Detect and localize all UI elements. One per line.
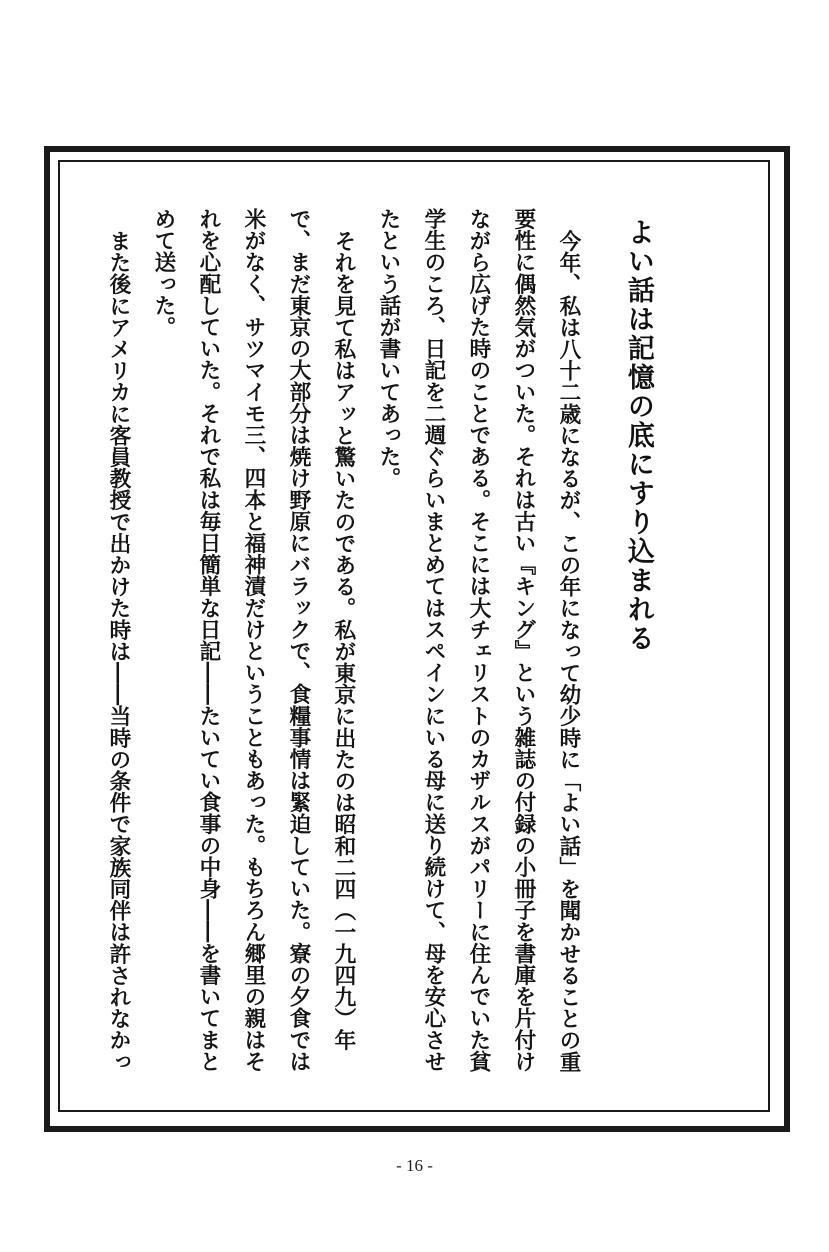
essay-title: よい話は記憶の底にすり込まれる <box>622 218 654 653</box>
essay-body <box>96 208 591 1088</box>
paragraph-3: また後にアメリカに客員教授で出かけた時は――当時の条件で家族同伴は許されなかっ <box>105 229 131 1072</box>
paragraph-2: それを見て私はアッと驚いたのである。私が東京に出たのは昭和二四（一九四九）年で、まだ東京の大部分は焼け野原にバラックで、食糧事情は緊迫していた。寮の夕食では米がなく、サツマイモ三、四本と福神漬だけということもあった。もちろん郷里の親はそれを心配していた。それで私は毎日簡単な日記――たいてい食事の中身――を書いてまとめて送った。 <box>150 208 356 1072</box>
vertical-text-area <box>82 208 674 1088</box>
page-number: - 16 - <box>396 1156 433 1175</box>
vertical-text-flow <box>82 208 674 1088</box>
paragraph-1: 今年、私は八十二歳になるが、この年になって幼少時に「よい話」を聞かせることの重要性に偶然気がついた。それは古い『キング』という雑誌の付録の小冊子を書庫を片付けながら広げた時のことである。そこには大チェリストのカザルスがパリーに住んでいた貧学生のころ、日記を二週ぐらいまとめてはスペインにいる母に送り続けて、母を安心させたという話が書いてあった。 <box>375 208 581 1072</box>
